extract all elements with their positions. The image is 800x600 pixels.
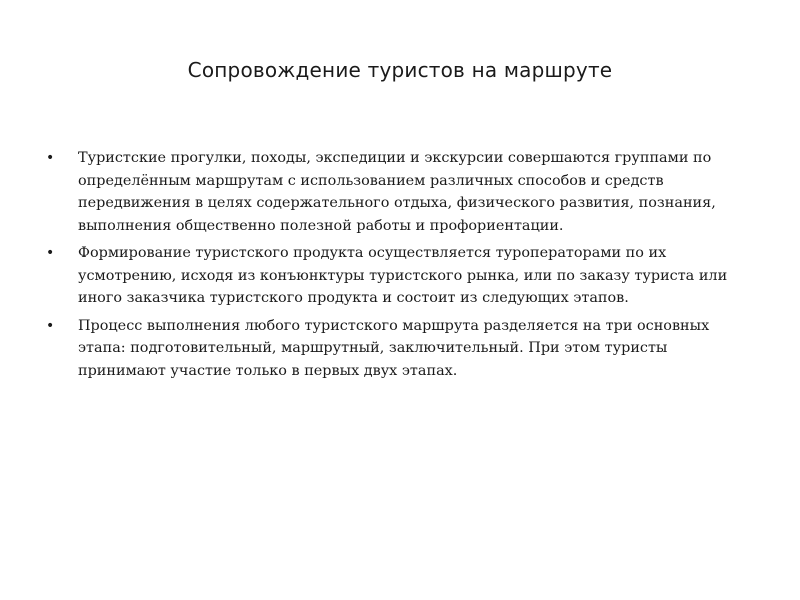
slide-title: Сопровождение туристов на маршруте [187,58,613,82]
bullet-list [44,147,756,387]
bullet-text: Туристские прогулки, походы, экспедиции и экскурсии совершаются группами по определённым маршрутам с использованием различных способов и средств передвижения в целях содержательного отдыха, физического развития, познания, выполнения общественно полезной работы и профориентации. [78,150,716,234]
bullet-dot-icon: • [46,317,55,334]
bullet-dot-icon: • [46,245,55,261]
bullet-item [44,315,756,383]
bullet-item [44,147,756,237]
bullet-dot-icon: • [46,150,55,166]
bullet-text: Процесс выполнения любого туристского маршрута разделяется на три основных этапа: подготовительный, маршрутный, заключительный. При этом туристы принимают участие только в первых двух этапах. [78,317,710,379]
bullet-text: Формирование туристского продукта осуществляется туроператорами по их усмотрению, исходя из конъюнктуры туристского рынка, или по заказу туриста или иного заказчика туристского продукта и состоит из следующих этапов. [78,245,728,306]
bullet-item [44,242,756,310]
